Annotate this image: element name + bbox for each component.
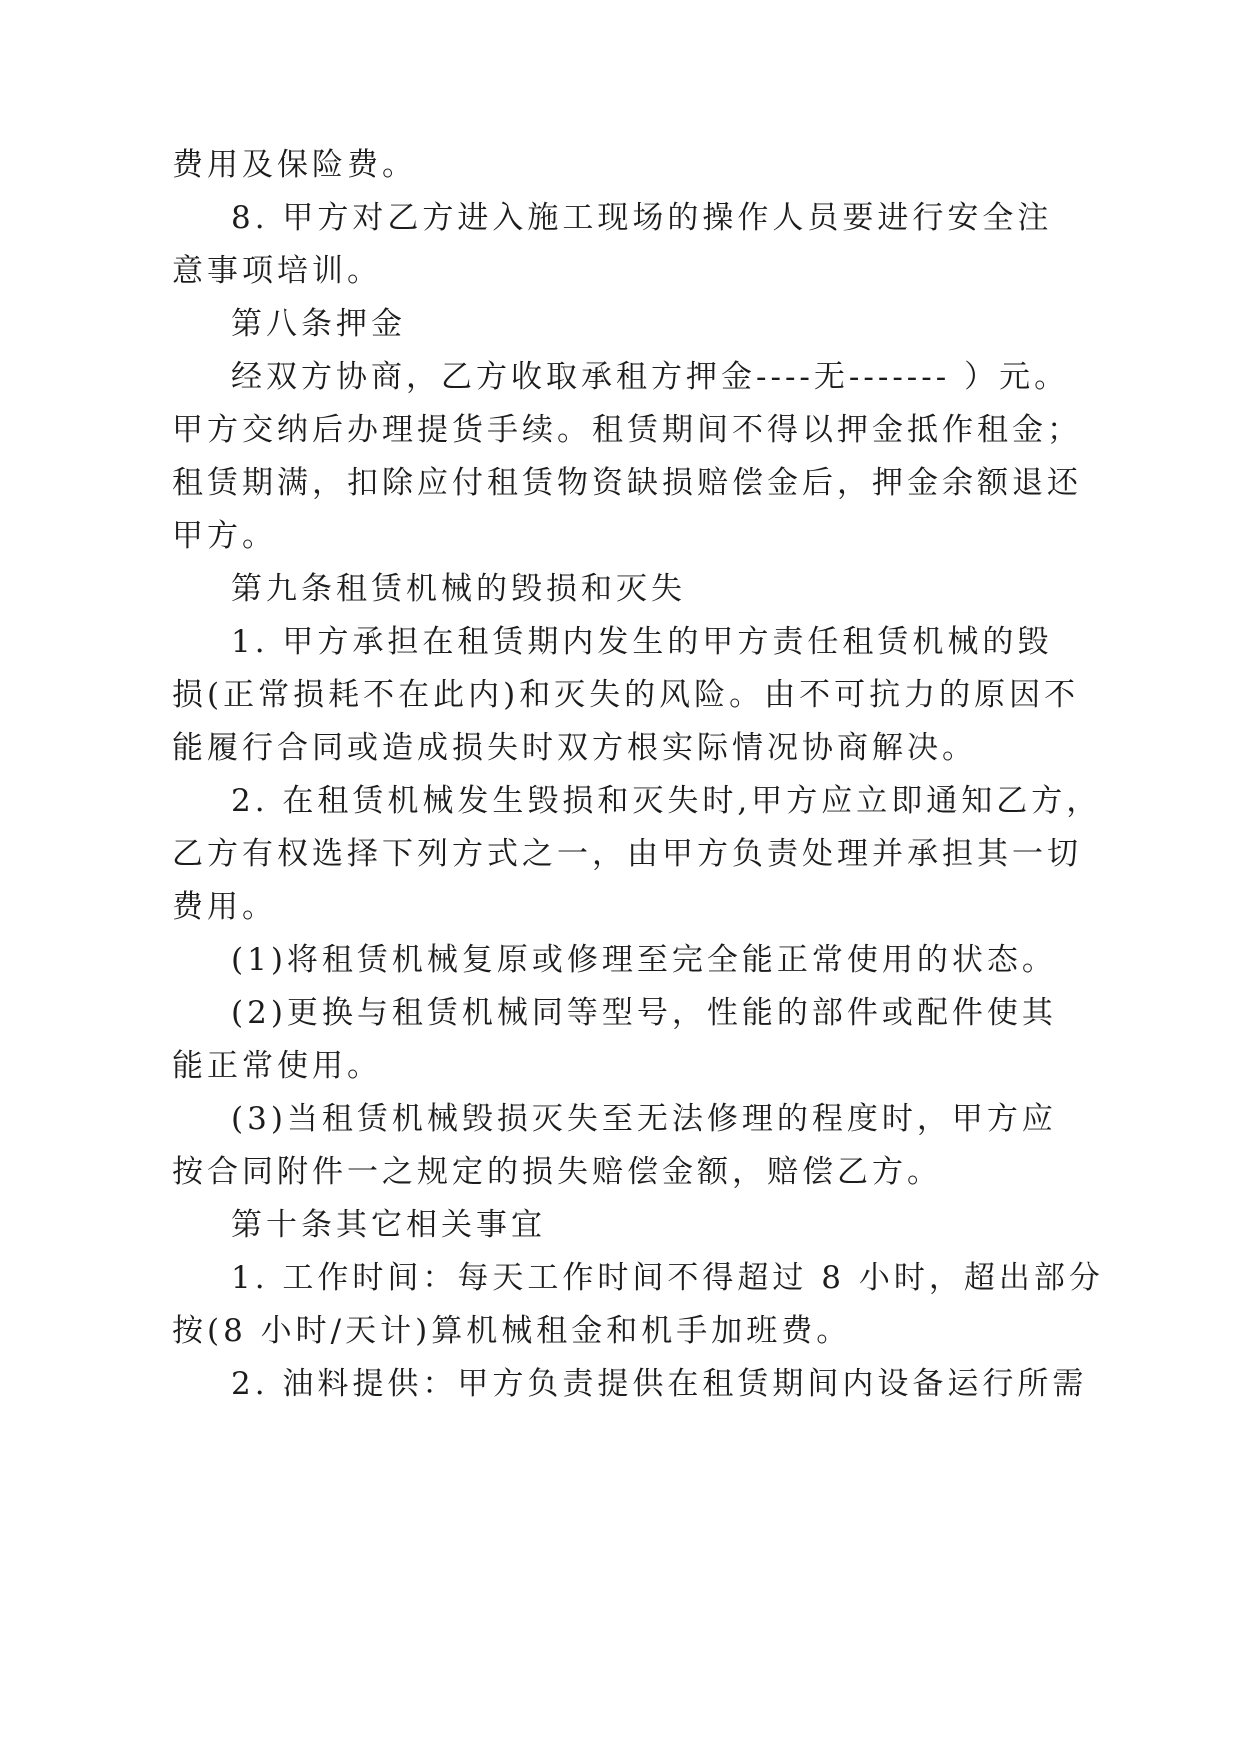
text-line: 按(8 小时/天计)算机械租金和机手加班费。	[172, 1313, 852, 1349]
text-line: 1. 甲方承担在租赁期内发生的甲方责任租赁机械的毁	[231, 624, 1053, 660]
section-heading: 第八条押金	[231, 306, 406, 342]
text-line: 能正常使用。	[172, 1048, 382, 1084]
section-heading: 第九条租赁机械的毁损和灭失	[231, 571, 686, 607]
text-line: 甲方。	[172, 518, 277, 554]
text-line: 损(正常损耗不在此内)和灭失的风险。由不可抗力的原因不	[172, 677, 1080, 713]
section-heading: 第十条其它相关事宜	[231, 1207, 546, 1243]
text-line: (2)更换与租赁机械同等型号，性能的部件或配件使其	[231, 995, 1057, 1031]
text-line: 8. 甲方对乙方进入施工现场的操作人员要进行安全注	[231, 200, 1053, 236]
text-line: 费用。	[172, 889, 277, 925]
text-line: 按合同附件一之规定的损失赔偿金额，赔偿乙方。	[172, 1154, 942, 1190]
text-line: 能履行合同或造成损失时双方根实际情况协商解决。	[172, 730, 977, 766]
text-line: (1)将租赁机械复原或修理至完全能正常使用的状态。	[231, 942, 1057, 978]
text-line: 意事项培训。	[172, 253, 382, 289]
text-line: 乙方有权选择下列方式之一，由甲方负责处理并承担其一切	[172, 836, 1082, 872]
text-line: 经双方协商，乙方收取承租方押金----无------- ）元。	[231, 359, 1070, 395]
text-line: 费用及保险费。	[172, 147, 417, 183]
text-line: (3)当租赁机械毁损灭失至无法修理的程度时，甲方应	[231, 1101, 1057, 1137]
text-line: 2. 油料提供：甲方负责提供在租赁期间内设备运行所需	[231, 1366, 1088, 1402]
text-line: 租赁期满，扣除应付租赁物资缺损赔偿金后，押金余额退还	[172, 465, 1082, 501]
text-line: 2. 在租赁机械发生毁损和灭失时,甲方应立即通知乙方，	[231, 783, 1102, 819]
text-line: 甲方交纳后办理提货手续。租赁期间不得以押金抵作租金；	[172, 412, 1082, 448]
text-line: 1. 工作时间：每天工作时间不得超过 8 小时，超出部分	[231, 1260, 1104, 1296]
